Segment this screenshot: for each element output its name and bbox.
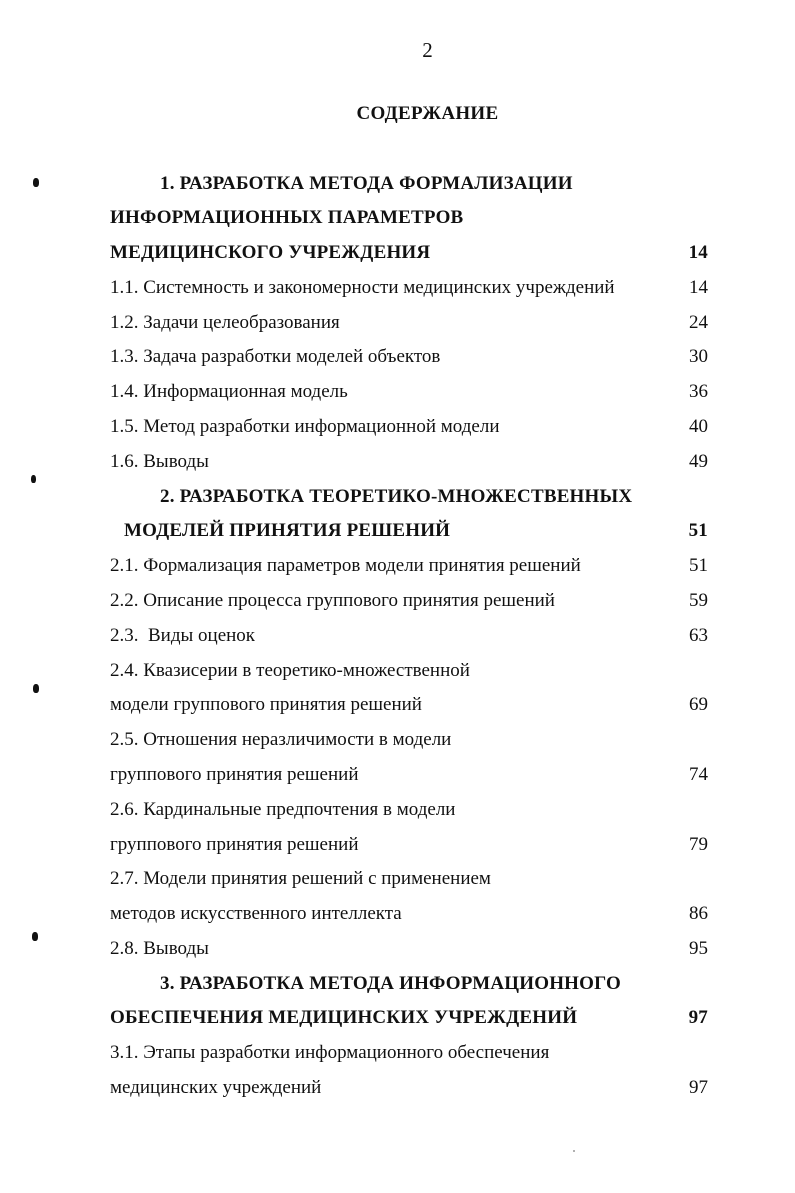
scan-mark	[33, 684, 39, 693]
toc-page-number: 14	[688, 242, 708, 263]
toc-page-number: 74	[689, 764, 708, 785]
toc-page-number: 51	[688, 520, 708, 541]
toc-entry-2-4-line-1	[0, 656, 795, 686]
toc-entry-2-2	[0, 586, 795, 616]
toc-entry-text: группового принятия решений	[110, 764, 359, 785]
toc-entry-2-3	[0, 621, 795, 651]
toc-chapter-1-line-2	[0, 203, 795, 233]
toc-page-number: 63	[689, 625, 708, 646]
toc-entry-1-5	[0, 412, 795, 442]
toc-page-number: 86	[689, 903, 708, 924]
toc-entry-text: 1.6. Выводы	[110, 451, 209, 472]
toc-page-number: 59	[689, 590, 708, 611]
contents-title: СОДЕРЖАНИЕ	[356, 103, 499, 124]
toc-entry-text: 1. РАЗРАБОТКА МЕТОДА ФОРМАЛИЗАЦИИ	[160, 173, 573, 194]
toc-entry-1-2	[0, 308, 795, 338]
toc-entry-text: 2.8. Выводы	[110, 938, 209, 959]
toc-page-number: 14	[689, 277, 708, 298]
toc-entry-text: 1.1. Системность и закономерности медицинских учреждений	[110, 277, 615, 298]
toc-entry-text: 2.4. Квазисерии в теоретико-множественной	[110, 660, 470, 681]
toc-entry-text: методов искусственного интеллекта	[110, 903, 402, 924]
toc-chapter-2-line-2	[0, 516, 795, 546]
toc-entry-text: 2.2. Описание процесса группового принятия решений	[110, 590, 555, 611]
toc-entry-text: МЕДИЦИНСКОГО УЧРЕЖДЕНИЯ	[110, 242, 431, 263]
page-number: 2	[422, 38, 433, 62]
toc-entry-text: 3. РАЗРАБОТКА МЕТОДА ИНФОРМАЦИОННОГО	[160, 973, 621, 994]
toc-entry-text: 1.3. Задача разработки моделей объектов	[110, 346, 441, 367]
toc-page-number: 24	[689, 312, 708, 333]
toc-chapter-1-line-1	[0, 169, 795, 199]
toc-page-number: 97	[688, 1007, 708, 1028]
toc-entry-text: 2.1. Формализация параметров модели принятия решений	[110, 555, 581, 576]
toc-chapter-2-line-1	[0, 482, 795, 512]
toc-entry-1-1	[0, 273, 795, 303]
toc-entry-3-1-line-2	[0, 1073, 795, 1103]
toc-entry-text: 2.6. Кардинальные предпочтения в модели	[110, 799, 456, 820]
toc-entry-text: ИНФОРМАЦИОННЫХ ПАРАМЕТРОВ	[110, 207, 464, 228]
toc-entry-text: 1.2. Задачи целеобразования	[110, 312, 340, 333]
scan-mark	[33, 178, 39, 187]
toc-entry-text: 2. РАЗРАБОТКА ТЕОРЕТИКО-МНОЖЕСТВЕННЫХ	[160, 486, 633, 507]
toc-page-number: 69	[689, 694, 708, 715]
toc-entry-text: ОБЕСПЕЧЕНИЯ МЕДИЦИНСКИХ УЧРЕЖДЕНИЙ	[110, 1007, 578, 1028]
toc-entry-2-1	[0, 551, 795, 581]
toc-entry-text: 1.5. Метод разработки информационной модели	[110, 416, 500, 437]
toc-entry-text: 2.7. Модели принятия решений с применением	[110, 868, 491, 889]
toc-page-number: 97	[689, 1077, 708, 1098]
toc-page-number: 79	[689, 834, 708, 855]
toc-entry-3-1-line-1	[0, 1038, 795, 1068]
toc-entry-text: МОДЕЛЕЙ ПРИНЯТИЯ РЕШЕНИЙ	[124, 520, 451, 541]
toc-page-number: 49	[689, 451, 708, 472]
toc-entry-2-8	[0, 934, 795, 964]
toc-page-number: 51	[689, 555, 708, 576]
toc-entry-text: группового принятия решений	[110, 834, 359, 855]
toc-entry-2-6-line-2	[0, 830, 795, 860]
toc-chapter-3-line-1	[0, 969, 795, 999]
toc-entry-1-3	[0, 342, 795, 372]
toc-entry-text: модели группового принятия решений	[110, 694, 422, 715]
toc-chapter-3-line-2	[0, 1003, 795, 1033]
toc-entry-2-7-line-2	[0, 899, 795, 929]
scan-mark	[32, 932, 38, 941]
scan-speck	[573, 1150, 575, 1152]
toc-page-number: 95	[689, 938, 708, 959]
toc-entry-1-4	[0, 377, 795, 407]
toc-entry-2-5-line-2	[0, 760, 795, 790]
toc-entry-2-4-line-2	[0, 690, 795, 720]
toc-entry-text: 1.4. Информационная модель	[110, 381, 348, 402]
toc-entry-2-6-line-1	[0, 795, 795, 825]
toc-entry-text: 2.5. Отношения неразличимости в модели	[110, 729, 452, 750]
toc-entry-text: 2.3. Виды оценок	[110, 625, 256, 646]
toc-page-number: 36	[689, 381, 708, 402]
toc-entry-text: медицинских учреждений	[110, 1077, 322, 1098]
toc-entry-text: 3.1. Этапы разработки информационного обеспечения	[110, 1042, 550, 1063]
scan-mark	[31, 475, 36, 483]
toc-entry-2-5-line-1	[0, 725, 795, 755]
toc-page-number: 30	[689, 346, 708, 367]
toc-chapter-1-line-3	[0, 238, 795, 268]
toc-page-number: 40	[689, 416, 708, 437]
toc-entry-2-7-line-1	[0, 864, 795, 894]
toc-entry-1-6	[0, 447, 795, 477]
